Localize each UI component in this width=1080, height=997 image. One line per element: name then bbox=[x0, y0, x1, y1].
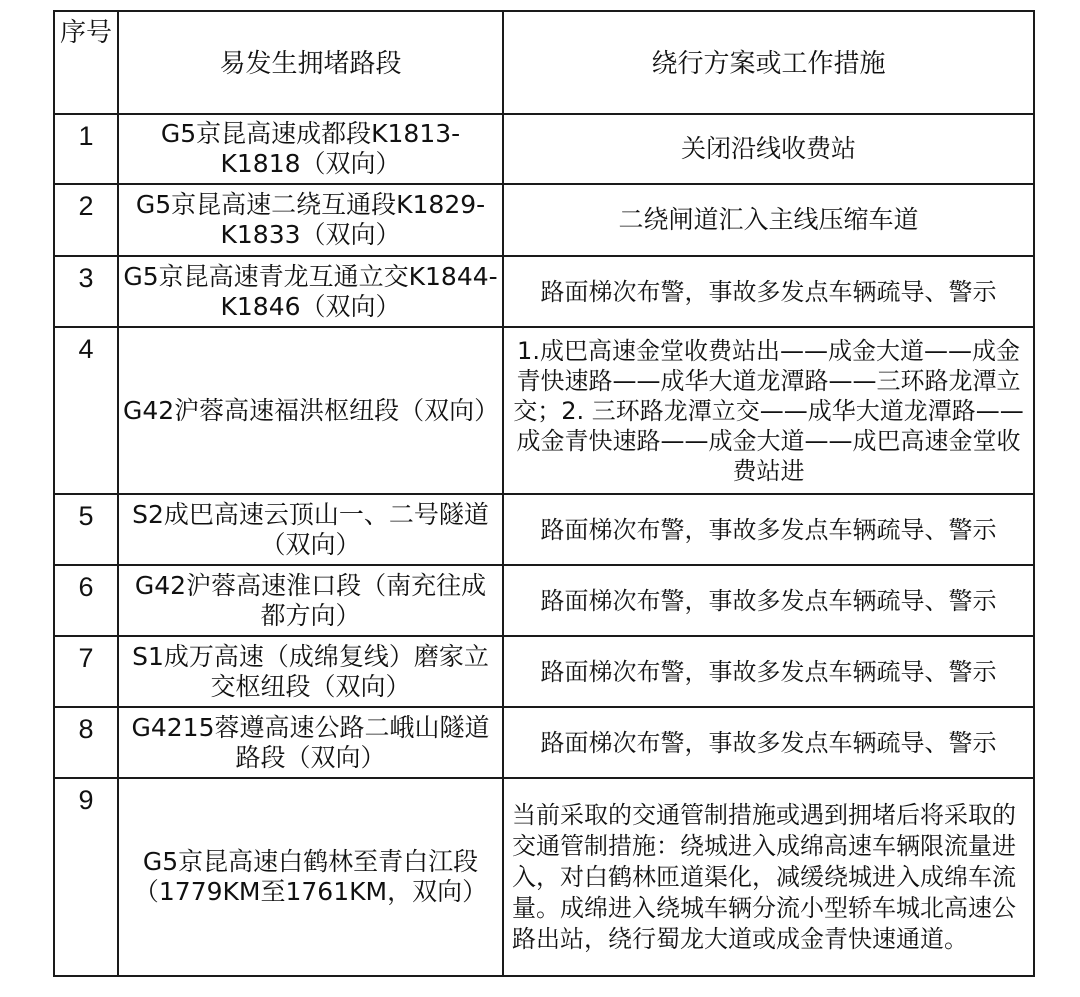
row-detour-plan: 关闭沿线收费站 bbox=[503, 114, 1034, 184]
row-detour-plan: 路面梯次布警，事故多发点车辆疏导、警示 bbox=[503, 494, 1034, 565]
row-seq: 4 bbox=[54, 327, 118, 494]
row-road-section: S1成万高速（成绵复线）磨家立交枢纽段（双向） bbox=[118, 636, 503, 707]
row-seq: 8 bbox=[54, 707, 118, 778]
row-road-section: G5京昆高速二绕互通段K1829-K1833（双向） bbox=[118, 184, 503, 256]
table-row bbox=[54, 184, 1034, 256]
row-detour-plan: 路面梯次布警，事故多发点车辆疏导、警示 bbox=[503, 707, 1034, 778]
table-row bbox=[54, 707, 1034, 778]
row-seq: 1 bbox=[54, 114, 118, 184]
table-row bbox=[54, 114, 1034, 184]
row-detour-plan: 1.成巴高速金堂收费站出——成金大道——成金青快速路——成华大道龙潭路——三环路龙潭立交；2. 三环路龙潭立交——成华大道龙潭路——成金青快速路——成金大道——成巴高速金堂收费站进 bbox=[503, 327, 1034, 494]
row-road-section: G5京昆高速成都段K1813-K1818（双向） bbox=[118, 114, 503, 184]
header-detour-plan: 绕行方案或工作措施 bbox=[503, 11, 1034, 114]
table-header-row bbox=[54, 11, 1034, 114]
row-seq: 7 bbox=[54, 636, 118, 707]
table-row bbox=[54, 636, 1034, 707]
congestion-road-table bbox=[53, 10, 1035, 977]
row-road-section: G42沪蓉高速福洪枢纽段（双向） bbox=[118, 327, 503, 494]
row-seq: 3 bbox=[54, 256, 118, 327]
row-seq: 6 bbox=[54, 565, 118, 636]
row-detour-plan: 路面梯次布警，事故多发点车辆疏导、警示 bbox=[503, 636, 1034, 707]
table-row bbox=[54, 494, 1034, 565]
row-seq: 9 bbox=[54, 778, 118, 976]
row-road-section: G42沪蓉高速淮口段（南充往成都方向） bbox=[118, 565, 503, 636]
table-row bbox=[54, 256, 1034, 327]
table-row bbox=[54, 778, 1034, 976]
row-road-section: G5京昆高速白鹤林至青白江段（1779KM至1761KM，双向） bbox=[118, 778, 503, 976]
header-road-section: 易发生拥堵路段 bbox=[118, 11, 503, 114]
row-road-section: G4215蓉遵高速公路二峨山隧道路段（双向） bbox=[118, 707, 503, 778]
row-road-section: S2成巴高速云顶山一、二号隧道（双向） bbox=[118, 494, 503, 565]
row-seq: 2 bbox=[54, 184, 118, 256]
row-detour-plan: 二绕闸道汇入主线压缩车道 bbox=[503, 184, 1034, 256]
row-seq: 5 bbox=[54, 494, 118, 565]
header-seq: 序号 bbox=[54, 11, 118, 114]
table-row bbox=[54, 327, 1034, 494]
congestion-table-container bbox=[53, 10, 1035, 977]
row-road-section: G5京昆高速青龙互通立交K1844-K1846（双向） bbox=[118, 256, 503, 327]
row-detour-plan: 路面梯次布警，事故多发点车辆疏导、警示 bbox=[503, 565, 1034, 636]
row-detour-plan: 路面梯次布警，事故多发点车辆疏导、警示 bbox=[503, 256, 1034, 327]
row-detour-plan: 当前采取的交通管制措施或遇到拥堵后将采取的交通管制措施：绕城进入成绵高速车辆限流量进入，对白鹤林匝道渠化，减缓绕城进入成绵车流量。成绵进入绕城车辆分流小型轿车城北高速公路出站，绕行蜀龙大道或成金青快速通道。 bbox=[503, 778, 1034, 976]
table-row bbox=[54, 565, 1034, 636]
